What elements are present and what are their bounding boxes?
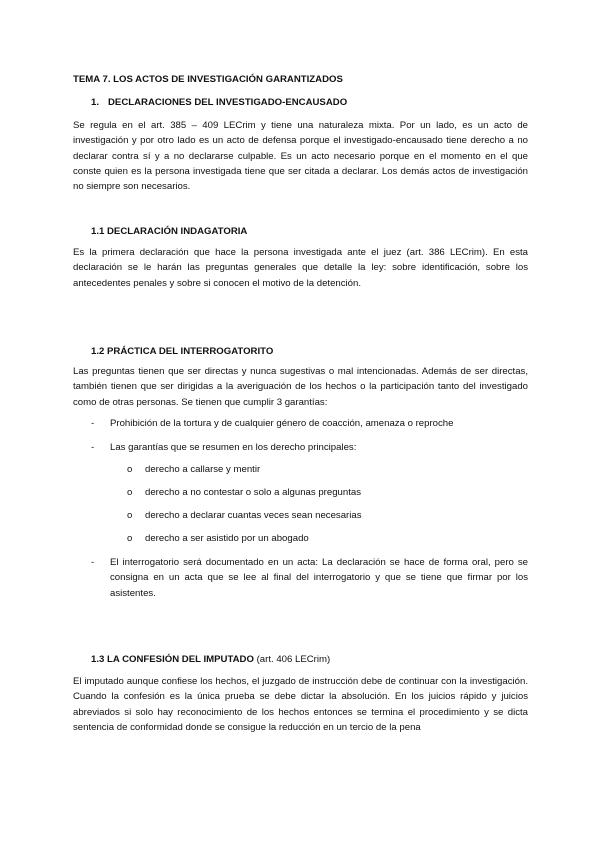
sublist-item-text: derecho a ser asistido por un abogado [145,533,309,544]
section-1-3-heading-ref: (art. 406 LECrim) [256,654,331,665]
list-item-text: Las garantías que se resumen en los derecho principales: [110,442,357,453]
section-1-3-heading [91,652,531,667]
section-1-1-heading: 1.1 DECLARACIÓN INDAGATORIA [91,226,248,237]
list-item [91,416,528,431]
guarantees-list-b [91,440,528,455]
section-1-2-heading: 1.2 PRÁCTICA DEL INTERROGATORITO [91,346,274,357]
sublist-item-text: derecho a no contestar o solo a algunas preguntas [145,487,362,498]
sublist-item [127,462,507,485]
circle-marker: o [127,510,133,521]
sublist-item [127,485,507,508]
sublist-item [127,531,507,554]
list-item-text: El interrogatorio será documentado en un acta: La declaración se hace de forma oral, pero se consigna en un acta que se lee al final del interrogatorio y que se tiene que firmar por los asistentes. [110,557,528,599]
circle-marker: o [127,487,133,498]
circle-marker: o [127,533,133,544]
sublist-item [127,508,507,531]
document-title: TEMA 7. LOS ACTOS DE INVESTIGACIÓN GARANTIZADOS [73,74,343,85]
section-1-paragraph: Se regula en el art. 385 – 409 LECrim y tiene una naturaleza mixta. Por un lado, es un acto de investigación y por otro lado es un acto de defensa porque el investigado-encausado tiene derecho a no declarar contra sí y a no declararse culpable. Es un acto necesario porque en el momento en el que conste quien es la persona investigada tiene que ser citada a declarar. Los demás actos de investigación no siempre son necesarios. [73,120,528,193]
list-item-text: Prohibición de la tortura y de cualquier género de coacción, amenaza o reproche [110,418,454,429]
section-1-heading [91,95,546,110]
circle-marker: o [127,464,133,475]
list-item [91,555,528,601]
rights-sublist [127,462,507,554]
guarantees-list-c [91,555,528,601]
section-1-heading-text: DECLARACIONES DEL INVESTIGADO-ENCAUSADO [108,97,348,108]
section-1-number: 1. [91,97,100,108]
section-1-1-paragraph: Es la primera declaración que hace la persona investigada ante el juez (art. 386 LECrim). En esta declaración se le harán las preguntas generales que detalle la ley: sobre identificación, sobre los antecedentes penales y sobre si conocen el motivo de la detención. [73,247,528,289]
list-item [91,440,528,455]
section-1-2-paragraph: Las preguntas tienen que ser directas y nunca sugestivas o mal intencionadas. Además de ser directas, también tienen que ser dirigidas a la averiguación de los hechos o la participación tanto del investigado como de otras personas. Se tienen que cumplir 3 garantías: [73,366,528,408]
dash-marker: - [91,442,95,453]
guarantees-list-a [91,416,528,431]
section-1-3-paragraph: El imputado aunque confiese los hechos, el juzgado de instrucción debe de continuar con la investigación. Cuando la confesión es la única prueba se debe dictar la absolución. En los juicios rápido y juicios abreviados si solo hay reconocimiento de los hechos entonces se termina el procedimiento y se dicta sentencia de conformidad donde se consigue la reducción en un tercio de la pena [73,676,528,733]
section-1-3-heading-text: 1.3 LA CONFESIÓN DEL IMPUTADO [91,654,254,665]
sublist-item-text: derecho a declarar cuantas veces sean necesarias [145,510,362,521]
dash-marker: - [91,418,95,429]
sublist-item-text: derecho a callarse y mentir [145,464,261,475]
dash-marker: - [91,557,95,568]
